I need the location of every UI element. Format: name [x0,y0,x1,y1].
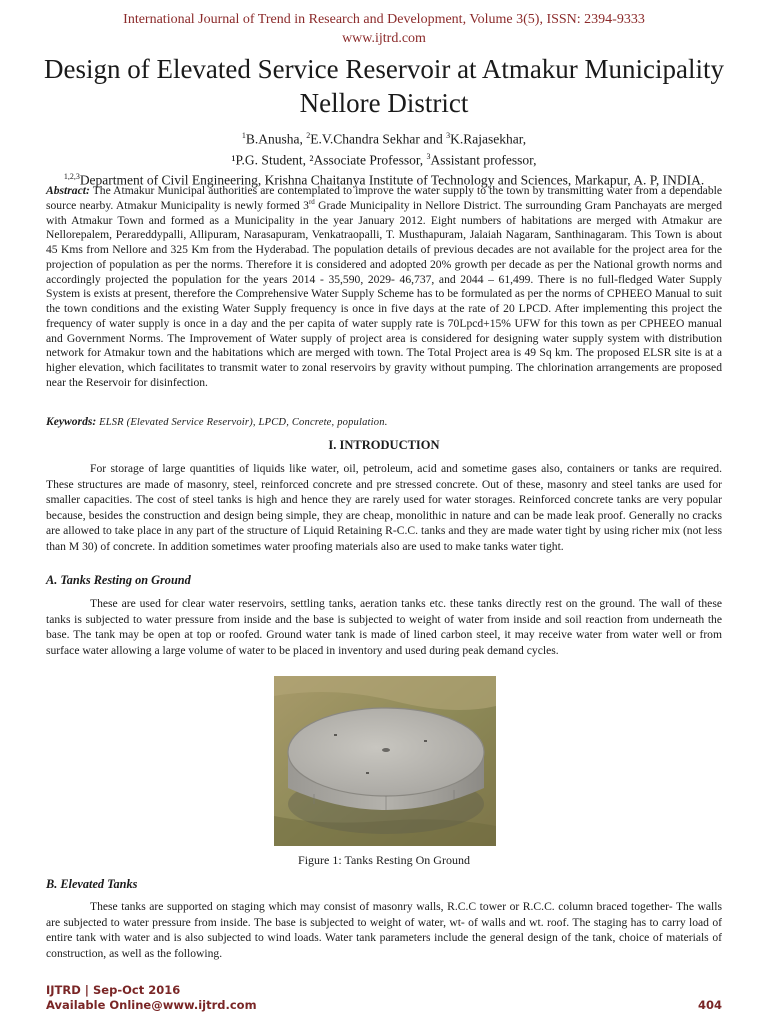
abstract-sup: rd [308,197,315,206]
elevated-tanks-paragraph: These tanks are supported on staging which may consist of masonry walls, R.C.C tower or R.C.C. column braced together- The walls are subjected to water pressure from inside. The base is subjected to weight of water, wt- of walls and wt. roof. The staging has to carry load of entire tank with water and is also subjected to wind loads. Water tank parameters include the general design of the tank, choice of materials of construction, as well as the following. [46,900,722,960]
abstract-text: The Atmakur Municipal authorities are contemplated to improve the water supply to the town by transmitting water from a dependable source nearby. Atmakur Municipality is newly formed 3 [46,184,722,212]
subsection-heading-tanks-on-ground: A. Tanks Resting on Ground [46,573,191,587]
page-number: 404 [697,998,722,1012]
author-name: E.V.Chandra Sekhar and [310,131,447,147]
author-roles [0,148,768,169]
keywords [46,415,722,428]
paper-title: Design of Elevated Service Reservoir at Atmakur Municipality Nellore District [43,54,725,118]
tanks-on-ground-paragraph: These are used for clear water reservoirs, settling tanks, aeration tanks etc. these tanks directly rest on the ground. The wall of these tanks is subjected to water pressure from inside and the base is subjected to weight of water from inside and soil reaction from underneath the base. The tank may be open at top or roofed. Ground water tank is made of lined carbon steel, it may receive water from water well or from surface water allowing a large volume of water to be placed in inventory and used during peak demand cycles. [46,597,722,657]
author-name: B.Anusha, [245,131,307,147]
abstract-text: Grade Municipality in Nellore District. The surrounding Gram Panchayats are merged with Atmakur Town and formed as a Municipality in the year January 2012. Eight numbers of habitations are merged with Atmakur are Nellorepalem, Perareddypalli, Allipuram, Narasapuram, Venkatraopalli, T. Musthapuram, Jalaiah Nagaram, Santhinagaram. This Town is about 45 Kms from Nellore and 325 Km from the Hyderabad. The population details of previous decades are not available for the project area for the projection of population as per the norms. Therefore it is considered and adopted 20% growth per decade as per the National growth norms and accordingly projected the population for the years 2014 - 35,590, 2029- 46,737, and 2044 – 61,499. There is no full-fledged Water Supply System is exists at present, therefore the Comprehensive Water Supply Scheme has to be formulated as per the norms of CPHEEO Manual to suit the town conditions and the existing Water Supply frequency is once in five days at the rate of 20 LPCD. After implementing this project the frequency of water supply is once in a day and the per capita of water supply rate is 70Lpcd+15% UFW for this town as per CPHEEO manual and Government Norms. The Improvement of Water supply of project area is considered for designing water supply system with distribution network for Atmakur town and the habitations which are merged with town. The Total Project area is 49 Sq km. The proposed ELSR site is at a higher elevation, which facilitates to transmit water to zonal reservoirs by gravity without pumping. The chlorination arrangements are proposed near the Reservoir for disinfection. [46,198,722,389]
abstract-label: Abstract: [46,184,90,197]
affil-sup: 3 [426,151,431,161]
author-names [0,127,768,148]
journal-header: International Journal of Trend in Research and Development, Volume 3(5), ISSN: 2394-9333 [123,12,645,27]
keywords-label: Keywords: [46,415,97,428]
journal-website[interactable]: www.ijtrd.com [342,31,426,46]
footer-online-link[interactable]: Available Online@www.ijtrd.com [46,998,257,1012]
introduction-paragraph: For storage of large quantities of liquids like water, oil, petroleum, acid and sometime gases also, containers or tanks are required. These structures are made of masonry, steel, reinforced concrete and pre stressed concrete. Out of these, masonry and steel tanks are used for smaller capacities. The cost of steel tanks is high and hence they are rarely used for water storages. Reinforced concrete tanks are very popular because, besides the construction and design being simple, they are cheap, monolithic in nature and can be made leak proof. Generally no cracks are allowed to take place in any part of the structure of Liquid Retaining R-C.C. tanks and they are made water tight by using richer mix (not less than M 30) of concrete. In addition sometimes water proofing materials also are used to make tanks water tight. [46,462,722,553]
affil-sup: 3 [446,131,451,140]
footer-issue: IJTRD | Sep-Oct 2016 [46,983,181,997]
abstract [46,184,722,391]
section-heading-introduction: I. INTRODUCTION [328,438,440,452]
figure-caption: Figure 1: Tanks Resting On Ground [298,853,470,867]
author-name: K.Rajasekhar, [450,131,527,147]
affil-sup: 1,2,3 [63,172,80,181]
affiliation-text: Department of Civil Engineering, Krishna Chaitanya Institute of Technology and Sciences, Markapur, A. P, INDIA. [79,172,705,188]
affil-sup: 2 [306,131,311,140]
author-role: Assistant professor, [430,152,537,167]
authors-block [0,127,768,189]
keywords-value: ELSR (Elevated Service Reservoir), LPCD, Concrete, population. [96,417,388,428]
figure-ground-tank-photo [274,676,496,846]
subsection-heading-elevated-tanks: B. Elevated Tanks [46,877,138,891]
affil-sup: 1 [241,131,246,140]
author-role: ¹P.G. Student, ²Associate Professor, [231,152,427,167]
